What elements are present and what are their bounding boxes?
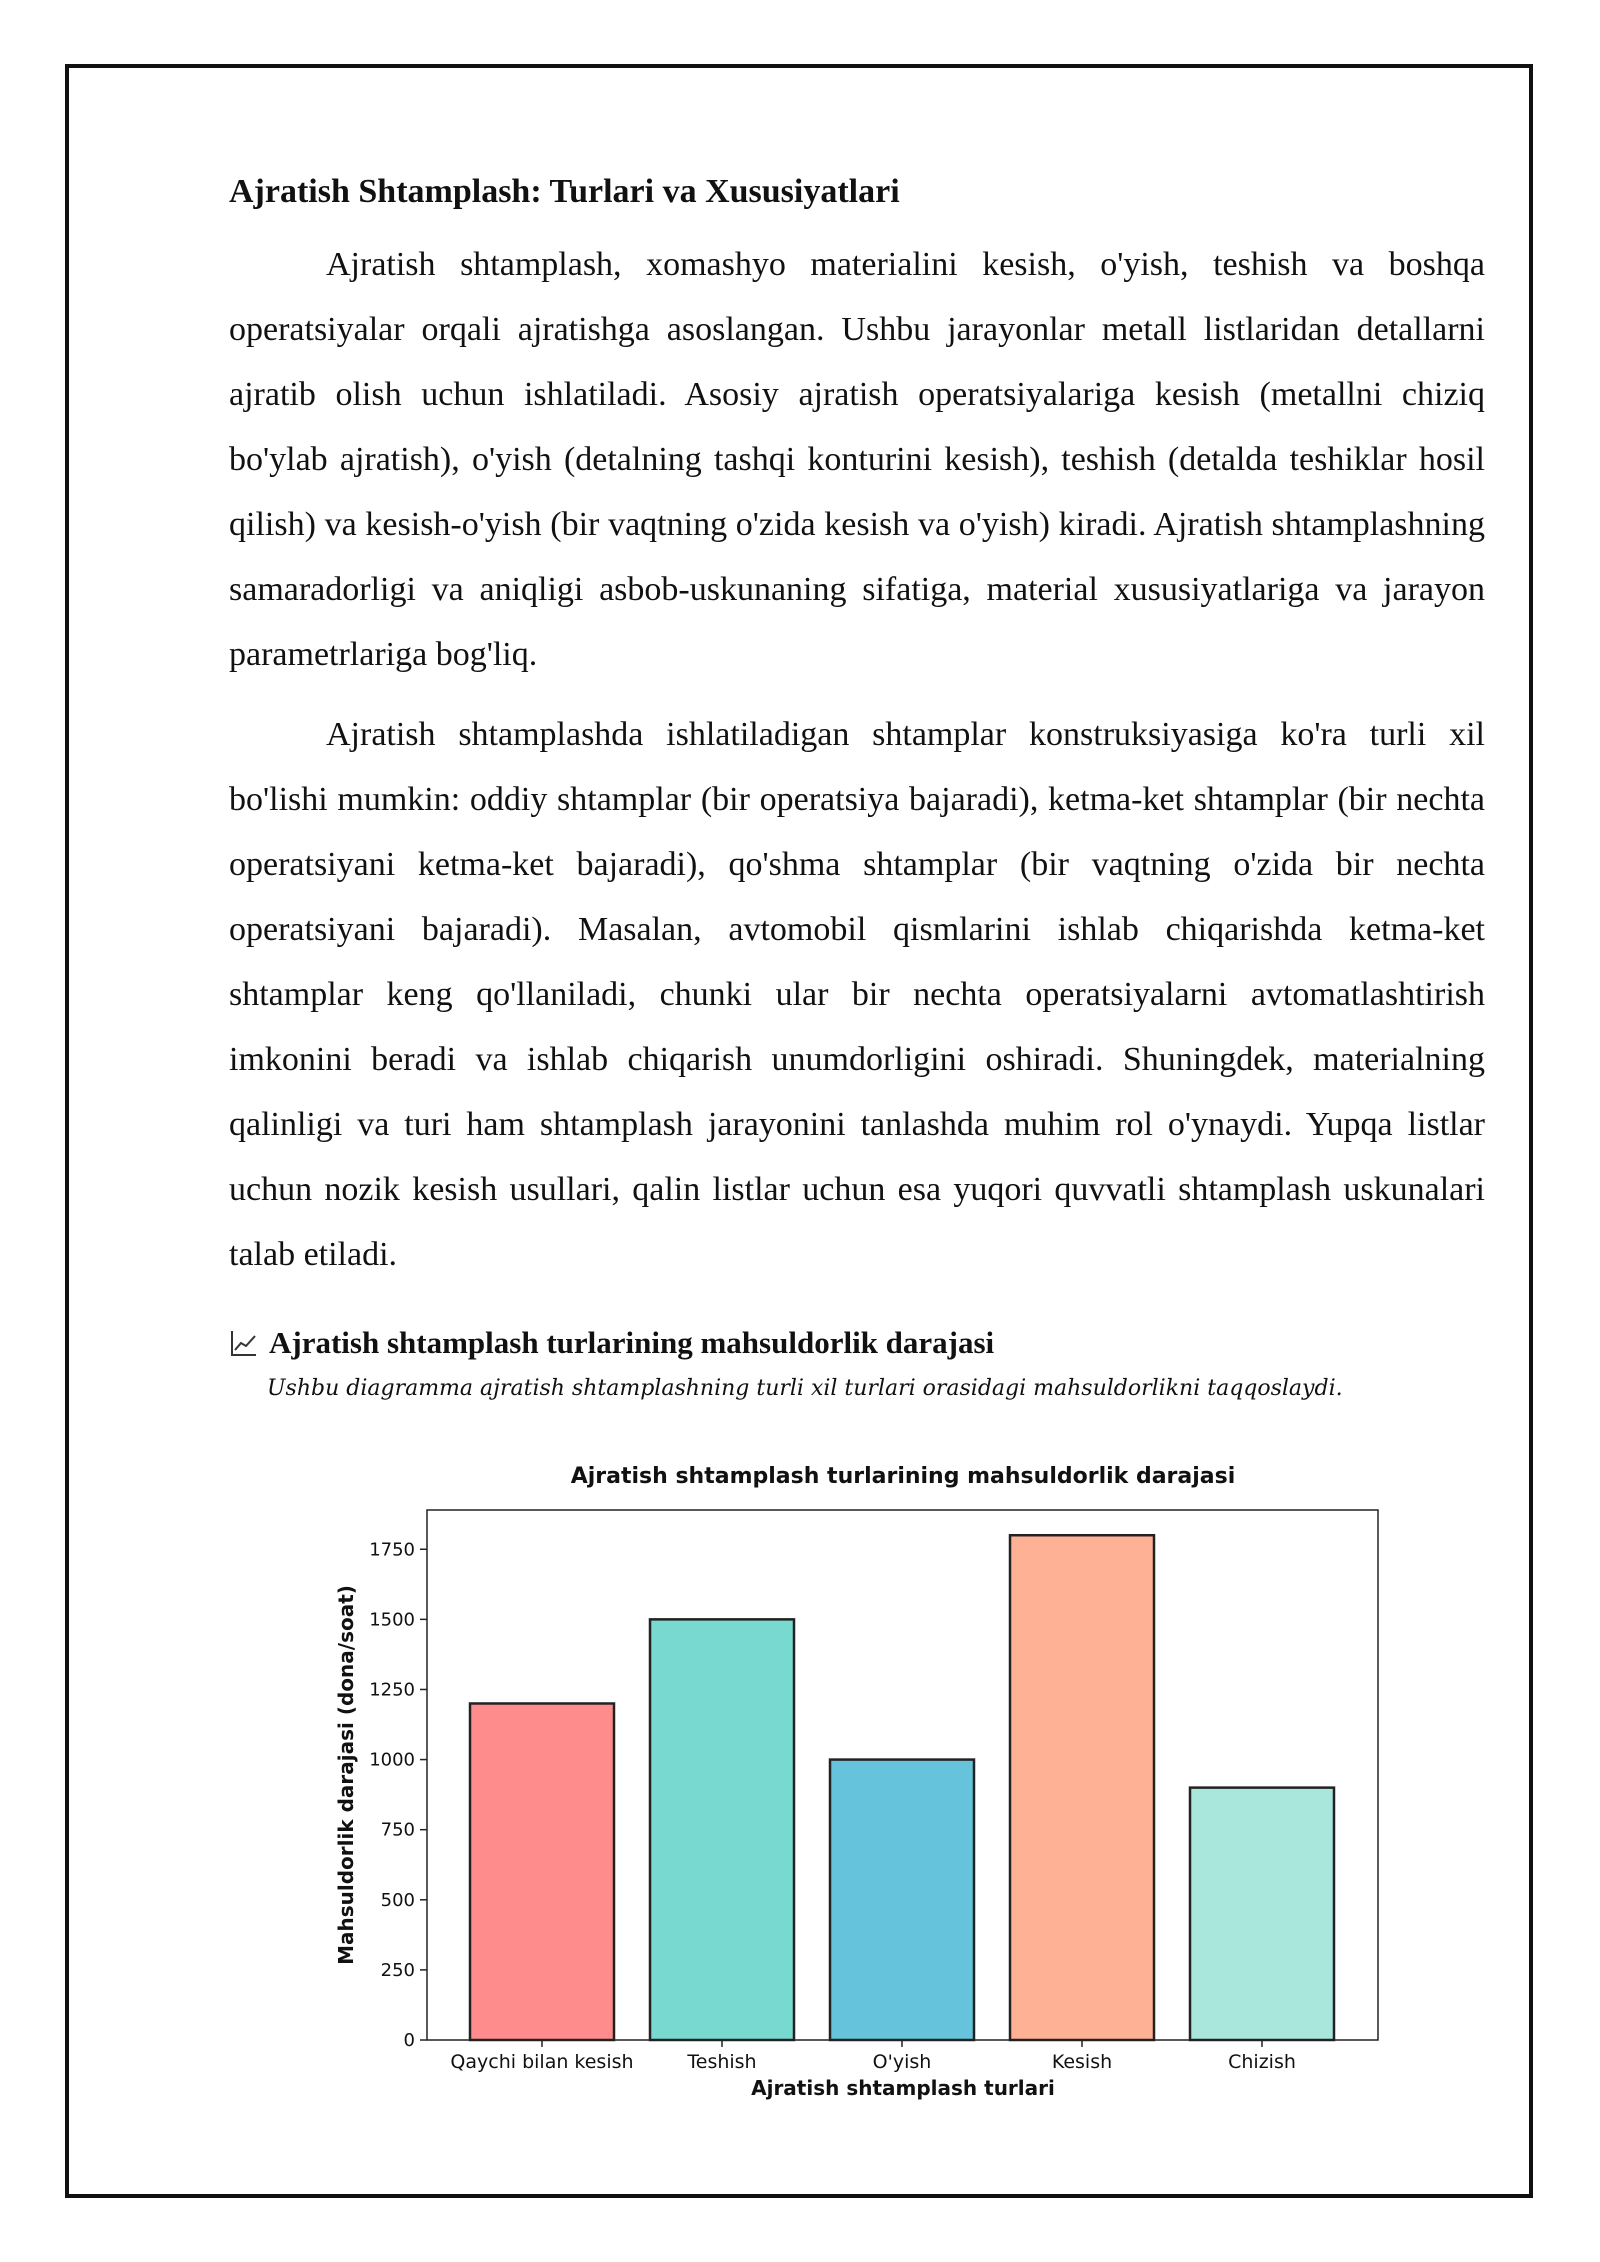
y-tick-label: 1250 xyxy=(369,1679,415,1701)
x-tick-label: Chizish xyxy=(1228,2051,1296,2073)
x-tick-label: Kesish xyxy=(1051,2051,1113,2073)
x-tick-label: Qaychi bilan kesish xyxy=(450,2051,634,2073)
y-tick-label: 500 xyxy=(380,1889,415,1911)
bar xyxy=(1190,1788,1334,2040)
y-tick-label: 1000 xyxy=(369,1749,415,1771)
chart-line-icon xyxy=(229,1328,259,1358)
bar xyxy=(830,1760,974,2040)
x-tick-label: Teshish xyxy=(687,2051,757,2073)
document-heading: Ajratish Shtamplash: Turlari va Xususiyatlari xyxy=(229,173,900,210)
chart-section-heading-text: Ajratish shtamplash turlarining mahsuldorlik darajasi xyxy=(269,1325,995,1360)
y-tick-label: 1750 xyxy=(369,1539,415,1561)
paragraph-1: Ajratish shtamplash, xomashyo materialini kesish, o'yish, teshish va boshqa operatsiyalar orqali ajratishga asoslangan. Ushbu jarayonlar metall listlaridan detallarni ajratib olish uchun ishlatiladi. Asosiy ajratish operatsiyalariga kesish (metallni chiziq bo'ylab ajratish), o'yish (detalning tashqi konturini kesish), teshish (detalda teshiklar hosil qilish) va kesish-o'yish (bir vaqtning o'zida kesish va o'yish) kiradi. Ajratish shtamplashning samaradorligi va aniqligi asbob-uskunaning sifatiga, material xususiyatlariga va jarayon parametrlariga bog'liq. xyxy=(229,246,1485,673)
x-axis xyxy=(450,2040,1295,2073)
document-content xyxy=(229,170,1485,1405)
y-tick-label: 1500 xyxy=(369,1609,415,1631)
bars-layer xyxy=(470,1535,1334,2040)
bar xyxy=(1010,1535,1154,2040)
chart-xlabel: Ajratish shtamplash turlari xyxy=(751,2076,1055,2100)
bar xyxy=(470,1703,614,2040)
y-tick-label: 250 xyxy=(380,1959,415,1981)
chart-section-heading xyxy=(229,1323,1485,1363)
chart-title: Ajratish shtamplash turlarining mahsuldorlik darajasi xyxy=(570,1464,1236,1489)
chart-caption: Ushbu diagramma ajratish shtamplashning turli xil turlari orasidagi mahsuldorlikni taqqoslaydi. xyxy=(267,1376,1343,1401)
bar-chart xyxy=(325,1453,1385,2113)
y-tick-label: 750 xyxy=(380,1819,415,1841)
chart-ylabel: Mahsuldorlik darajasi (dona/soat) xyxy=(334,1585,358,1965)
y-tick-label: 0 xyxy=(403,2030,415,2051)
y-axis xyxy=(369,1539,427,2051)
bar xyxy=(650,1619,794,2040)
chart-section xyxy=(229,1323,1485,1405)
paragraph-2: Ajratish shtamplashda ishlatiladigan shtamplar konstruksiyasiga ko'ra turli xil bo'lishi mumkin: oddiy shtamplar (bir operatsiya bajaradi), ketma-ket shtamplar (bir nechta operatsiyani ketma-ket bajaradi), qo'shma shtamplar (bir vaqtning o'zida bir nechta operatsiyani bajaradi). Masalan, avtomobil qismlarini ishlab chiqarishda ketma-ket shtamplar keng qo'llaniladi, chunki ular bir nechta operatsiyalarni avtomatlashtirish imkonini beradi va ishlab chiqarish unumdorligini oshiradi. Shuningdek, materialning qalinligi va turi ham shtamplash jarayonini tanlashda muhim rol o'ynaydi. Yupqa listlar uchun nozik kesish usullari, qalin listlar uchun esa yuqori quvvatli shtamplash uskunalari talab etiladi. xyxy=(229,716,1485,1273)
x-tick-label: O'yish xyxy=(872,2051,932,2073)
bar-chart-svg xyxy=(325,1453,1385,2113)
